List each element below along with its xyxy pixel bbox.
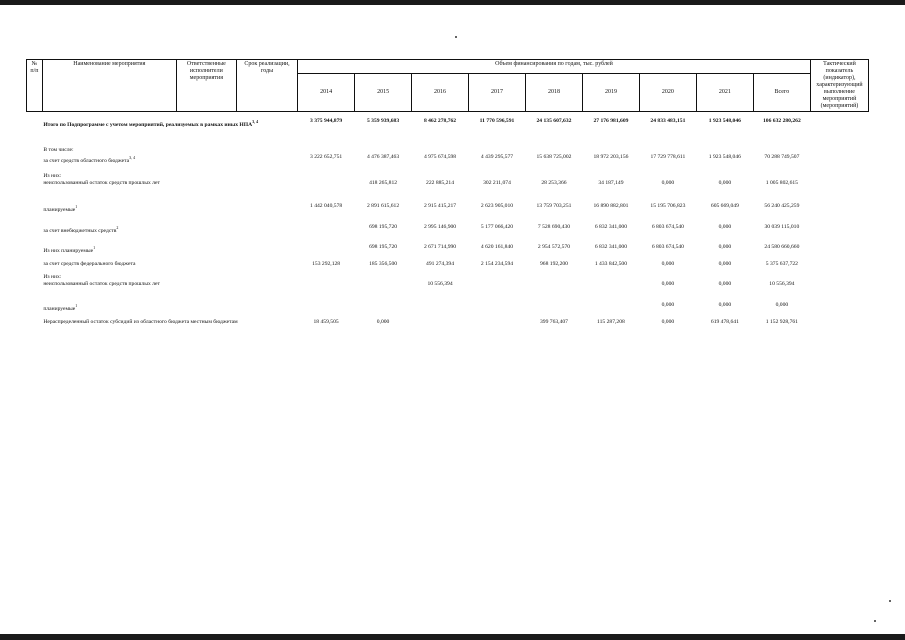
- value-2016: 222 885,214: [426, 179, 455, 186]
- value-Всего: 70 288 749,507: [764, 153, 800, 160]
- row-name-cell: [42, 288, 176, 313]
- value-2020: 0,000: [661, 319, 675, 326]
- row-number: [27, 112, 43, 129]
- value-Всего: 24 580 660,660: [764, 244, 800, 251]
- value-2021: 0,000: [718, 223, 732, 230]
- value-2015: 185 356,500: [369, 261, 398, 268]
- value-2014: [298, 165, 355, 187]
- value-2020: 24 833 483,151: [650, 118, 686, 124]
- row-name-cell: [42, 255, 176, 268]
- footnote-marker: 3, 4: [252, 119, 259, 124]
- value-2014: [298, 214, 355, 235]
- row-name: планируемые: [43, 206, 76, 213]
- row-number: [27, 268, 43, 288]
- value-2020: 6 803 674,540: [651, 223, 684, 230]
- header-year-2020: 2020: [639, 74, 696, 112]
- row-indicator: [810, 187, 868, 214]
- top-scan-border: [0, 0, 905, 5]
- value-2018: 399 763,407: [539, 319, 568, 326]
- row-period: [236, 255, 297, 268]
- value-2014: [298, 268, 355, 288]
- table-row: [27, 234, 869, 255]
- scan-speck: [874, 620, 876, 622]
- value-2016: 2 671 714,990: [423, 244, 457, 251]
- row-number: [27, 129, 43, 165]
- footnote-marker: 1: [75, 203, 78, 209]
- value-2016: [412, 313, 469, 326]
- value-2016: 2 995 146,900: [423, 223, 457, 230]
- value-2014: 1 442 040,578: [310, 202, 343, 209]
- value-2014: 18 459,505: [313, 319, 339, 326]
- value-2014: 3 375 944,879: [310, 118, 343, 124]
- value-2021: 619 478,641: [710, 319, 739, 326]
- row-period: [236, 214, 297, 235]
- value-2018: 28 253,366: [541, 179, 567, 186]
- value-2018: 968 192,200: [539, 261, 568, 268]
- value-2016: 2 915 415,217: [423, 202, 457, 209]
- value-2019: 6 832 341,000: [594, 244, 628, 251]
- value-2019: 16 890 882,801: [593, 202, 629, 209]
- value-2021: 1 923 548,046: [708, 118, 741, 124]
- value-2018: 7 528 690,430: [537, 223, 571, 230]
- value-2017: [469, 313, 526, 326]
- row-prefix: Из них:: [43, 274, 62, 281]
- row-prefix: Из них:: [43, 172, 62, 179]
- value-2015: 418 265,812: [369, 179, 398, 186]
- table-row: [27, 187, 869, 214]
- row-number: [27, 187, 43, 214]
- header-year-2019: 2019: [582, 74, 639, 112]
- financing-table: [26, 59, 869, 326]
- row-period: [236, 187, 297, 214]
- value-2014: [298, 234, 355, 255]
- table-row: [27, 268, 869, 288]
- header-indicator: Тактический показатель (индикатор), характеризующий выполнение мероприятий (мероприятий): [810, 60, 868, 112]
- row-indicator: [810, 165, 868, 187]
- footnote-marker: 1: [75, 303, 78, 309]
- value-2021: 0,000: [718, 244, 732, 251]
- row-name-cell: [42, 268, 176, 288]
- header-period: Срок реализации, годы: [236, 60, 297, 112]
- value-2020: 15 195 706,823: [650, 202, 686, 209]
- row-name: Нераспределенный остаток субсидий из областного бюджета местным бюджетам: [43, 319, 238, 326]
- row-executors: [176, 165, 236, 187]
- value-2015: 698 195,720: [369, 244, 398, 251]
- header-year-2017: 2017: [469, 74, 526, 112]
- row-executors: [176, 129, 236, 165]
- value-2017: 4 620 161,840: [480, 244, 514, 251]
- header-measure-name: Наименование мероприятия: [42, 60, 176, 112]
- table-row: [27, 214, 869, 235]
- value-2018: 15 638 725,002: [536, 153, 572, 160]
- value-2017: 2 154 234,594: [480, 261, 514, 268]
- value-2020: 6 803 674,540: [651, 244, 684, 251]
- value-2017: 2 623 905,010: [480, 202, 514, 209]
- row-name: за счет внебюджетных средств: [43, 227, 117, 234]
- header-year-total: Всего: [753, 74, 810, 112]
- value-2021: 1 923 548,046: [708, 153, 741, 160]
- value-2015: 0,000: [376, 319, 390, 326]
- value-2018: 24 135 607,632: [536, 118, 572, 124]
- value-2016: [412, 288, 469, 313]
- row-period: [236, 129, 297, 165]
- value-2016: 4 975 674,598: [423, 153, 457, 160]
- row-indicator: [810, 234, 868, 255]
- row-number: [27, 288, 43, 313]
- row-name-cell: [42, 129, 176, 165]
- footnote-marker: 1: [93, 245, 96, 251]
- value-2020: 0,000: [661, 302, 675, 309]
- header-executors: Ответственные исполнители мероприятия: [176, 60, 236, 112]
- row-name-cell: [42, 187, 176, 214]
- row-number: [27, 255, 43, 268]
- footnote-marker: 2: [116, 224, 119, 230]
- header-year-2014: 2014: [298, 74, 355, 112]
- value-2019: [582, 288, 639, 313]
- row-period: [236, 165, 297, 187]
- header-financing: Объем финансирования по годам, тыс. рублей: [298, 60, 811, 74]
- row-executors: [176, 234, 236, 255]
- row-name-cell: [42, 214, 176, 235]
- header-year-2016: 2016: [412, 74, 469, 112]
- value-2014: [298, 288, 355, 313]
- row-period: [236, 234, 297, 255]
- row-number: [27, 234, 43, 255]
- value-2015: [355, 268, 412, 288]
- value-2020: 17 729 778,611: [650, 153, 686, 160]
- row-executors: [176, 214, 236, 235]
- value-2016: 10 556,394: [427, 281, 453, 288]
- value-2021: 0,000: [718, 281, 732, 288]
- value-2021: 0,000: [718, 302, 732, 309]
- row-prefix: В том числе:: [43, 146, 74, 153]
- value-Всего: 1 005 802,615: [765, 179, 798, 186]
- value-2019: 115 287,208: [597, 319, 625, 326]
- row-executors: [176, 187, 236, 214]
- row-name-cell: [42, 234, 176, 255]
- value-Всего: 5 375 637,722: [765, 261, 798, 268]
- value-2015: 2 891 615,612: [366, 202, 400, 209]
- value-2015: 698 195,720: [369, 223, 398, 230]
- value-2016: 8 462 278,762: [423, 118, 457, 124]
- header-year-2018: 2018: [525, 74, 582, 112]
- row-name: неиспользованный остаток средств прошлых лет: [43, 179, 160, 186]
- scan-speck: [889, 600, 891, 602]
- value-2019: 1 433 842,500: [594, 261, 628, 268]
- row-executors: [176, 255, 236, 268]
- value-2014: 153 292,128: [312, 261, 341, 268]
- row-indicator: [810, 214, 868, 235]
- header-year-2021: 2021: [696, 74, 753, 112]
- row-name: за счет средств федерального бюджета: [43, 261, 136, 268]
- value-2015: 5 359 939,683: [366, 118, 400, 124]
- value-Всего: 0,000: [775, 302, 789, 309]
- table-row: [27, 165, 869, 187]
- row-number: [27, 313, 43, 326]
- row-name-cell: [42, 112, 259, 129]
- row-name: Из них планируемые: [43, 248, 94, 255]
- value-2017: 5 177 066,420: [480, 223, 514, 230]
- table-row: [27, 288, 869, 313]
- value-2015: [355, 288, 412, 313]
- value-2020: 0,000: [661, 179, 675, 186]
- value-2017: 302 211,074: [483, 179, 511, 186]
- value-2019: 27 176 981,609: [593, 118, 629, 124]
- table-row: [27, 112, 869, 129]
- row-name: Итого по Подпрограмме с учетом мероприятий, реализуемых в рамках иных НПА: [43, 121, 253, 128]
- row-name-cell: [42, 313, 238, 326]
- value-2021: 0,000: [718, 261, 732, 268]
- header-year-2015: 2015: [355, 74, 412, 112]
- value-2018: [525, 268, 582, 288]
- table-row: [27, 255, 869, 268]
- table-row: [27, 313, 869, 326]
- row-period: [236, 288, 297, 313]
- value-2014: 3 222 652,751: [310, 153, 343, 160]
- value-2019: [582, 268, 639, 288]
- row-name: за счет средств областного бюджета: [43, 157, 130, 164]
- bottom-scan-border: [0, 634, 905, 640]
- value-2019: 18 972 203,156: [593, 153, 629, 160]
- value-Всего: 10 556,394: [769, 281, 795, 288]
- row-number: [27, 165, 43, 187]
- footnote-marker: 3, 4: [129, 154, 136, 160]
- row-name-cell: [42, 165, 176, 187]
- value-2021: 605 669,049: [710, 202, 739, 209]
- scan-speck: [455, 36, 457, 38]
- row-indicator: [810, 255, 868, 268]
- value-2015: 4 476 387,463: [366, 153, 400, 160]
- value-2019: 34 187,149: [598, 179, 624, 186]
- value-2020: 0,000: [661, 281, 675, 288]
- row-indicator: [810, 313, 868, 326]
- row-indicator: [810, 288, 868, 313]
- value-2018: 13 759 703,251: [536, 202, 572, 209]
- row-name: планируемые: [43, 306, 76, 313]
- value-2017: 4 439 295,577: [480, 153, 514, 160]
- value-2017: 11 770 596,591: [479, 118, 515, 124]
- row-name: неиспользованный остаток средств прошлых лет: [43, 281, 160, 288]
- row-executors: [176, 268, 236, 288]
- row-number: [27, 214, 43, 235]
- value-Всего: 56 240 425,259: [764, 202, 800, 209]
- value-2017: [469, 268, 526, 288]
- header-number: № п/п: [27, 60, 43, 112]
- row-period: [236, 268, 297, 288]
- value-Всего: 1 152 928,761: [765, 319, 798, 326]
- value-2016: 491 274,394: [426, 261, 455, 268]
- value-2017: [469, 288, 526, 313]
- value-Всего: 30 039 115,010: [764, 223, 800, 230]
- row-indicator: [810, 129, 868, 165]
- row-executors: [176, 288, 236, 313]
- table-row: [27, 129, 869, 165]
- value-2020: 0,000: [661, 261, 675, 268]
- value-2018: [525, 288, 582, 313]
- row-period: [236, 313, 297, 326]
- value-Всего: 106 632 280,262: [763, 118, 801, 124]
- row-indicator: [810, 112, 868, 129]
- value-2019: 6 832 341,000: [594, 223, 628, 230]
- value-2021: 0,000: [718, 179, 732, 186]
- value-2018: 2 954 572,570: [537, 244, 571, 251]
- row-indicator: [810, 268, 868, 288]
